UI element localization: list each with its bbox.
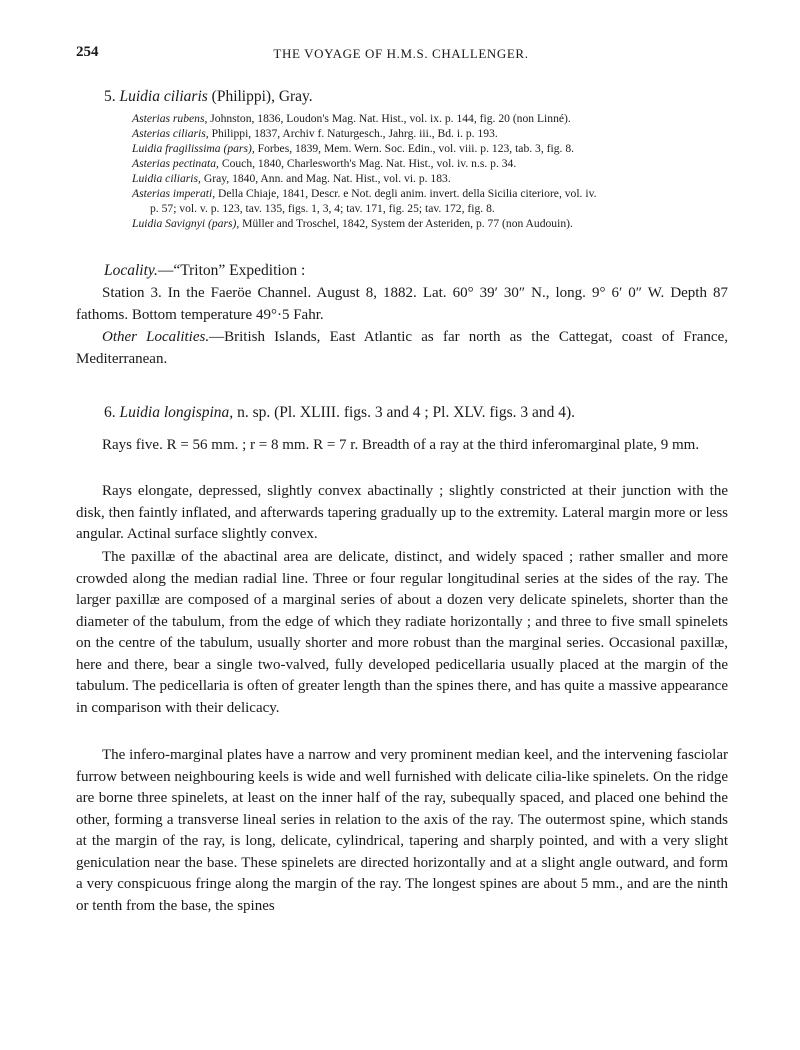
description-paragraph-4: The infero-marginal plates have a narrow and very prominent median keel, and the intervening fasciolar furrow between neighbouring keels is wide and well furnished with delicate cilia-like spinelets. On the ridge are borne three spinelets, at least on the inner half of the ray, subequally spaced, and placed one behind the other, forming a transverse lineal series in relation to the axis of the ray. The outermost spine, which stands at the margin of the ray, is long, delicate, cylindrical, tapering and sharply pointed, and with a very slight geniculation near the base. These spinelets are directed horizontally and at a slight angle outward, and form a very conspicuous fringe along the margin of the ray. The longest spines are about 5 mm., and are the ninth or tenth from the base, the spines (76, 747, 728, 914)
page-header (76, 44, 726, 68)
synonym-entry: Luidia fragilissima (pars), Forbes, 1839, Mem. Wern. Soc. Edin., vol. viii. p. 123, tab. 3, fig. 8. (132, 142, 575, 155)
description-paragraph-3: The paxillæ of the abactinal area are delicate, distinct, and widely spaced ; rather smaller and more crowded along the median radial line. Three or four regular longitudinal series at the sides of the ray. The larger paxillæ are composed of a marginal series of about a dozen very delicate spinelets, shorter than the diameter of the tabulum, from the edge of which they radiate horizontally ; and three to five small spinelets on the centre of the tabulum, usually shorter and more robust than the marginal series. Occasional paxillæ, here and there, bear a single two-valved, fully developed pedicellaria usually placed at the margin of the tabulum. The pedicellaria is often of greater length than the spines there, and has quite a massive appearance in comparison with their delicacy. (76, 549, 728, 716)
page-number: 254 (76, 44, 99, 60)
description-paragraph-2: Rays elongate, depressed, slightly convex abactinally ; slightly constricted at their junction with the disk, then faintly inflated, and afterwards tapering gradually up to the extremity. Lateral margin more or less angular. Actinal surface slightly convex. (76, 483, 728, 542)
locality-label: Locality. (104, 262, 158, 279)
other-localities-label: Other Localities. (102, 329, 210, 345)
species-5-number: 5. (104, 88, 116, 105)
synonym-entry: Asterias rubens, Johnston, 1836, Loudon's Mag. Nat. Hist., vol. ix. p. 144, fig. 20 (non Linné). (132, 112, 571, 125)
other-localities-paragraph (76, 327, 728, 370)
species-6-name: Luidia longispina, (119, 404, 234, 421)
species-6-heading (104, 404, 575, 422)
synonym-entry: Asterias ciliaris, Philippi, 1837, Archiv f. Naturgesch., Jahrg. iii., Bd. i. p. 193. (132, 127, 498, 140)
synonym-entry: Luidia ciliaris, Gray, 1840, Ann. and Mag. Nat. Hist., vol. vi. p. 183. (132, 172, 451, 185)
other-localities-text: —British Islands, East Atlantic as far north as the Cattegat, coast of France, Mediterranean. (76, 329, 728, 367)
locality-heading (104, 262, 305, 280)
description-paragraph-1: Rays five. R = 56 mm. ; r = 8 mm. R = 7 r. Breadth of a ray at the third inferomarginal plate, 9 mm. (102, 437, 700, 453)
synonym-entry: Asterias pectinata, Couch, 1840, Charlesworth's Mag. Nat. Hist., vol. iv. n.s. p. 34. (132, 157, 517, 170)
species-5-name: Luidia ciliaris (119, 88, 208, 105)
synonym-continuation: p. 57; vol. v. p. 123, tav. 135, figs. 1, 3, 4; tav. 171, fig. 25; tav. 172, fig. 8. (150, 202, 495, 215)
synonym-entry: Asterias imperati, Della Chiaje, 1841, Descr. e Not. degli anim. invert. della Sicilia citeriore, vol. iv. (132, 187, 597, 200)
species-6-number: 6. (104, 404, 116, 421)
species-5-authority: (Philippi), Gray. (211, 88, 313, 105)
running-head: THE VOYAGE OF H.M.S. CHALLENGER. (273, 46, 529, 61)
species-5-heading (104, 88, 313, 106)
synonym-entry: Luidia Savignyi (pars), Müller and Troschel, 1842, System der Asteriden, p. 77 (non Audouin). (132, 217, 573, 230)
station-paragraph: Station 3. In the Faeröe Channel. August 8, 1882. Lat. 60° 39′ 30″ N., long. 9° 6′ 0″ W. Depth 87 fathoms. Bottom temperature 49°·5 Fahr. (76, 285, 728, 323)
synonymy-list (132, 111, 732, 231)
species-6-authority: n. sp. (Pl. XLIII. figs. 3 and 4 ; Pl. XLV. figs. 3 and 4). (237, 404, 576, 421)
locality-value: —“Triton” Expedition : (157, 262, 306, 279)
